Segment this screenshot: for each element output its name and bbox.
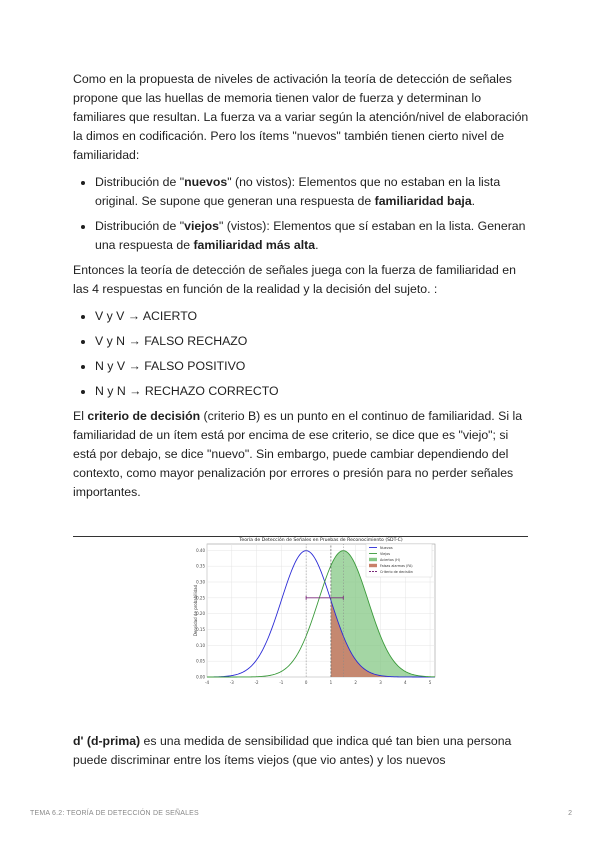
y-tick-label: 0.10 bbox=[196, 642, 205, 648]
list-item: • Distribución de "viejos" (vistos): Elementos que sí estaban en la lista. Generan una respuesta de familiaridad más alta. bbox=[95, 217, 533, 255]
y-tick-label: 0.35 bbox=[196, 563, 205, 569]
x-tick-label: 4 bbox=[403, 680, 407, 685]
list-item: • V y N → FALSO RECHAZO bbox=[95, 332, 533, 351]
footer-title: TEMA 6.2: TEORÍA DE DETECCIÓN DE SEÑALES bbox=[30, 810, 199, 817]
x-tick-label: 3 bbox=[379, 680, 382, 685]
x-tick-label: 2 bbox=[354, 680, 357, 685]
legend-label: Criterio de decisión bbox=[380, 570, 413, 574]
list-item: • N y V → FALSO POSITIVO bbox=[95, 357, 533, 376]
y-tick-label: 0.05 bbox=[196, 658, 205, 664]
sdt-chart bbox=[193, 534, 443, 694]
y-tick-label: 0.30 bbox=[196, 579, 205, 585]
y-tick-label: 0.00 bbox=[196, 674, 205, 680]
sdt-figure bbox=[193, 534, 443, 699]
legend-label: Falsas alarmas (FA) bbox=[380, 564, 413, 568]
page-content bbox=[73, 70, 533, 510]
legend-swatch bbox=[369, 564, 377, 567]
y-axis-label: Densidad de probabilidad bbox=[193, 584, 198, 637]
page-number: 2 bbox=[568, 810, 572, 817]
legend-swatch bbox=[369, 558, 377, 561]
list-item: • V y V → ACIERTO bbox=[95, 307, 533, 326]
responses-paragraph: Entonces la teoría de detección de señales juega con la fuerza de familiaridad en las 4 respuestas en función de la realidad y la decisión del sujeto. : bbox=[73, 263, 516, 296]
intro-paragraph: Como en la propuesta de niveles de activación la teoría de detección de señales propone que las huellas de memoria tienen valor de fuerza y determinan lo familiares que resultan. La fuerza va a variar según la atención/nivel de elaboración la dimos en codificación. Pero los ítems "nuevos" también tienen cierto nivel de familiaridad: bbox=[73, 72, 529, 162]
legend-label: Nuevos bbox=[380, 546, 393, 550]
dprime-paragraph: d' (d-prima) es una medida de sensibilidad que indica qué tan bien una persona puede discriminar entre los ítems viejos (que vio antes) y los nuevos bbox=[73, 734, 512, 767]
list-item: • N y N → RECHAZO CORRECTO bbox=[95, 382, 533, 401]
y-tick-label: 0.25 bbox=[196, 595, 205, 601]
x-tick-label: 5 bbox=[428, 680, 432, 685]
list-item: • Distribución de "nuevos" (no vistos): Elementos que no estaban en la lista original. Se supone que generan una respuesta de familiaridad baja. bbox=[95, 173, 533, 211]
x-tick-label: 0 bbox=[304, 680, 308, 685]
y-tick-label: 0.40 bbox=[196, 547, 205, 553]
x-tick-label: 1 bbox=[329, 680, 333, 685]
legend-label: Aciertos (H) bbox=[380, 558, 400, 562]
outcomes-list bbox=[73, 307, 533, 401]
y-tick-label: 0.15 bbox=[196, 627, 205, 632]
legend-label: Viejos bbox=[380, 552, 391, 556]
y-tick-label: 0.20 bbox=[196, 611, 205, 617]
x-tick-label: -1 bbox=[279, 680, 284, 685]
chart-title: Teoría de Detección de Señales en Pruebas de Reconocimiento (SDT-C) bbox=[239, 538, 403, 543]
x-tick-label: -3 bbox=[229, 680, 234, 685]
x-tick-label: -2 bbox=[254, 680, 259, 685]
distributions-list bbox=[73, 173, 533, 255]
x-tick-label: -4 bbox=[205, 680, 209, 685]
criterion-paragraph: El criterio de decisión (criterio B) es un punto en el continuo de familiaridad. Si la familiaridad de un ítem está por encima de ese criterio, se dice que es "viejo"; si está por debajo, se dice "nuevo". Sin embargo, puede cambiar dependiendo del contexto, como mayor penalización por errores o presión para no perder señales importantes. bbox=[73, 409, 523, 499]
